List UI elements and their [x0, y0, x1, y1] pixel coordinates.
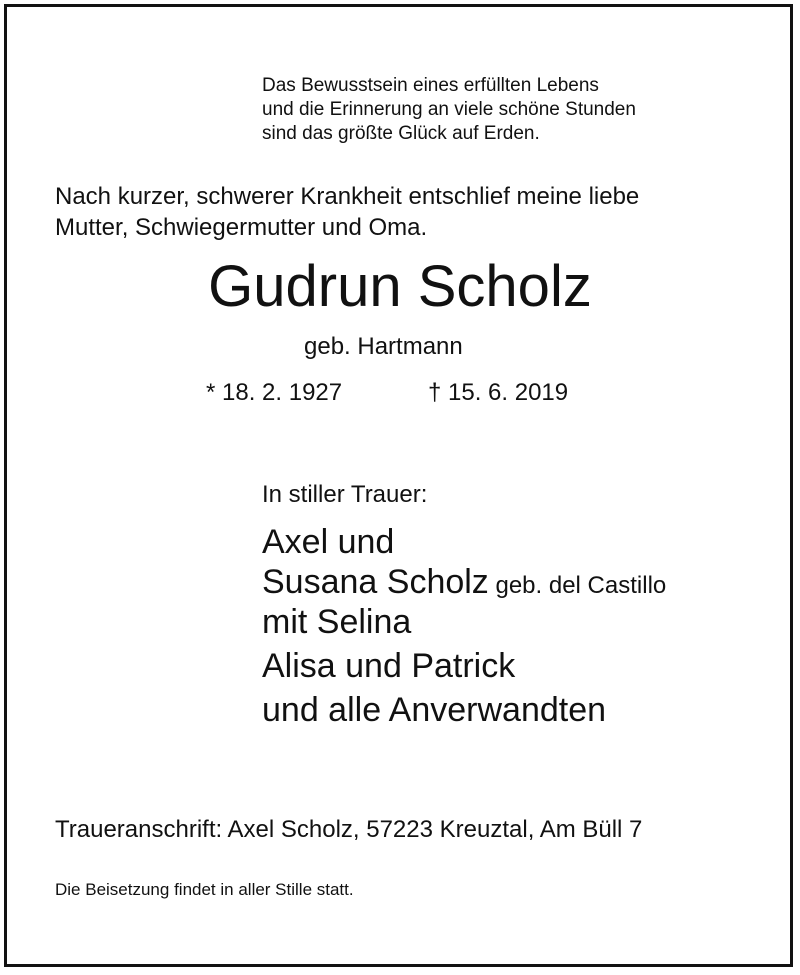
mourner-maiden-name: geb. del Castillo [488, 572, 667, 599]
mourner-name: Susana Scholz [262, 563, 489, 601]
mourner-line: Axel und [262, 523, 395, 561]
maiden-name: geb. Hartmann [304, 333, 463, 360]
birth-date: * 18. 2. 1927 [206, 379, 343, 406]
death-date: † 15. 6. 2019 [428, 379, 569, 406]
mourner-line: Alisa und Patrick [262, 647, 516, 685]
mourner-line: mit Selina [262, 603, 412, 641]
motto-line: sind das größte Glück auf Erden. [262, 123, 540, 144]
motto-line: Das Bewusstsein eines erfüllten Lebens [262, 75, 599, 96]
burial-note: Die Beisetzung findet in aller Stille statt. [55, 880, 354, 899]
intro-text [55, 181, 639, 243]
mourner-line: und alle Anverwandten [262, 691, 607, 729]
mourning-address: Traueranschrift: Axel Scholz, 57223 Kreuztal, Am Büll 7 [55, 816, 643, 843]
mourning-heading: In stiller Trauer: [262, 481, 428, 508]
mourner-line [262, 561, 666, 601]
deceased-name: Gudrun Scholz [208, 254, 592, 319]
intro-line: Mutter, Schwiegermutter und Oma. [55, 214, 428, 241]
motto-quote [262, 74, 636, 146]
mourners-list [262, 521, 666, 729]
motto-line: und die Erinnerung an viele schöne Stunden [262, 99, 636, 120]
intro-line: Nach kurzer, schwerer Krankheit entschlief meine liebe [55, 183, 640, 210]
